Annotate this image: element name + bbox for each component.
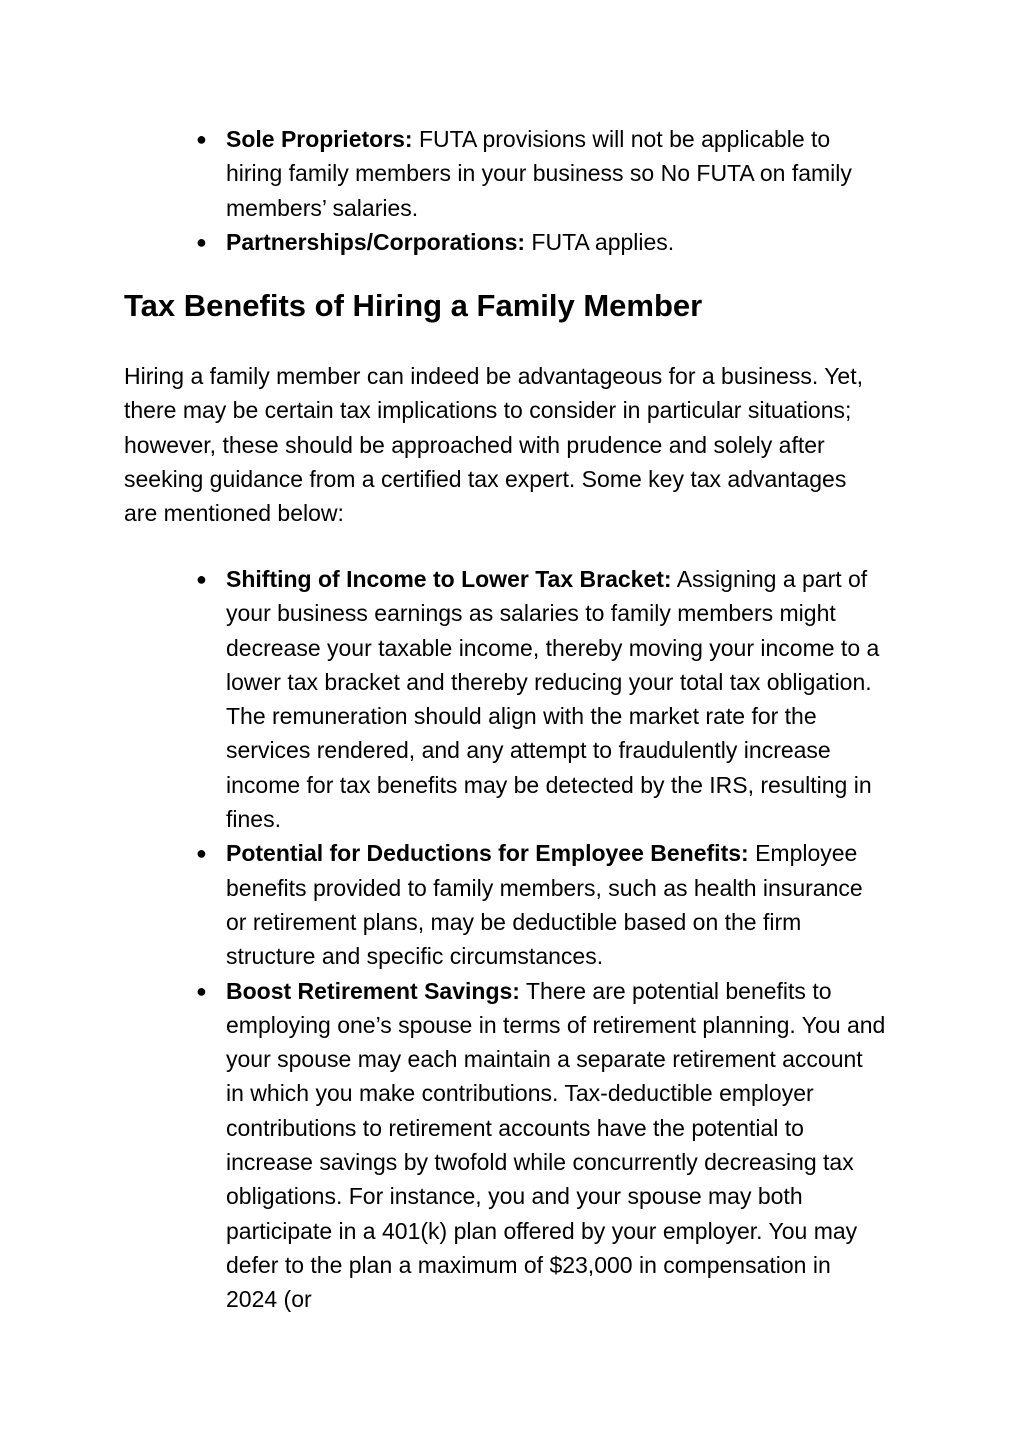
bullet-icon: ● <box>196 129 207 149</box>
bullet-icon: ● <box>196 231 207 252</box>
list-item <box>196 562 886 836</box>
intro-paragraph: Hiring a family member can indeed be advantageous for a business. Yet, there may be certain tax implications to consider in particular situations; however, these should be approached with prudence and solely after seeking guidance from a certified tax expert. Some key tax advantages are mentioned below: <box>124 363 863 527</box>
list-item <box>196 836 886 973</box>
tax-benefits-list <box>196 562 886 1317</box>
list-item-text: There are potential benefits to employing one’s spouse in terms of retirement planning. You and your spouse may each maintain a separate retirement account in which you make contributions. Tax-deductible employer contributions to retirement accounts have the potential to increase savings by twofold while concurrently decreasing tax obligations. For instance, you and your spouse may both participate in a 401(k) plan offered by your employer. You may defer to the plan a maximum of $23,000 in compensation in 2024 (or <box>226 977 886 1313</box>
bullet-icon: ● <box>196 569 207 589</box>
list-item-lead: Boost Retirement Savings: <box>226 977 520 1004</box>
list-item-lead: Potential for Deductions for Employee Benefits: <box>226 840 749 867</box>
list-item-text: Employee benefits provided to family members, such as health insurance or retirement plans, may be deductible based on the firm structure and specific circumstances. <box>226 840 863 970</box>
business-type-list <box>196 122 886 259</box>
list-item <box>196 122 886 225</box>
list-item-lead: Shifting of Income to Lower Tax Bracket: <box>226 566 672 592</box>
list-item-lead: Sole Proprietors: <box>226 126 413 152</box>
list-item <box>196 225 886 259</box>
list-item-text: FUTA applies. <box>525 228 675 255</box>
section-heading: Tax Benefits of Hiring a Family Member <box>124 288 703 323</box>
list-item <box>196 974 886 1317</box>
bullet-icon: ● <box>196 980 207 1001</box>
list-item-text: Assigning a part of your business earnings as salaries to family members might decrease your taxable income, thereby moving your income to a lower tax bracket and thereby reducing your total tax obligation. The remuneration should align with the market rate for the services rendered, and any attempt to fraudulently increase income for tax benefits may be detected by the IRS, resulting in fines. <box>226 566 880 833</box>
bullet-icon: ● <box>196 843 207 864</box>
list-item-lead: Partnerships/Corporations: <box>226 228 526 255</box>
list-item-text: FUTA provisions will not be applicable to hiring family members in your business so No FUTA on family members’ salaries. <box>226 126 852 221</box>
